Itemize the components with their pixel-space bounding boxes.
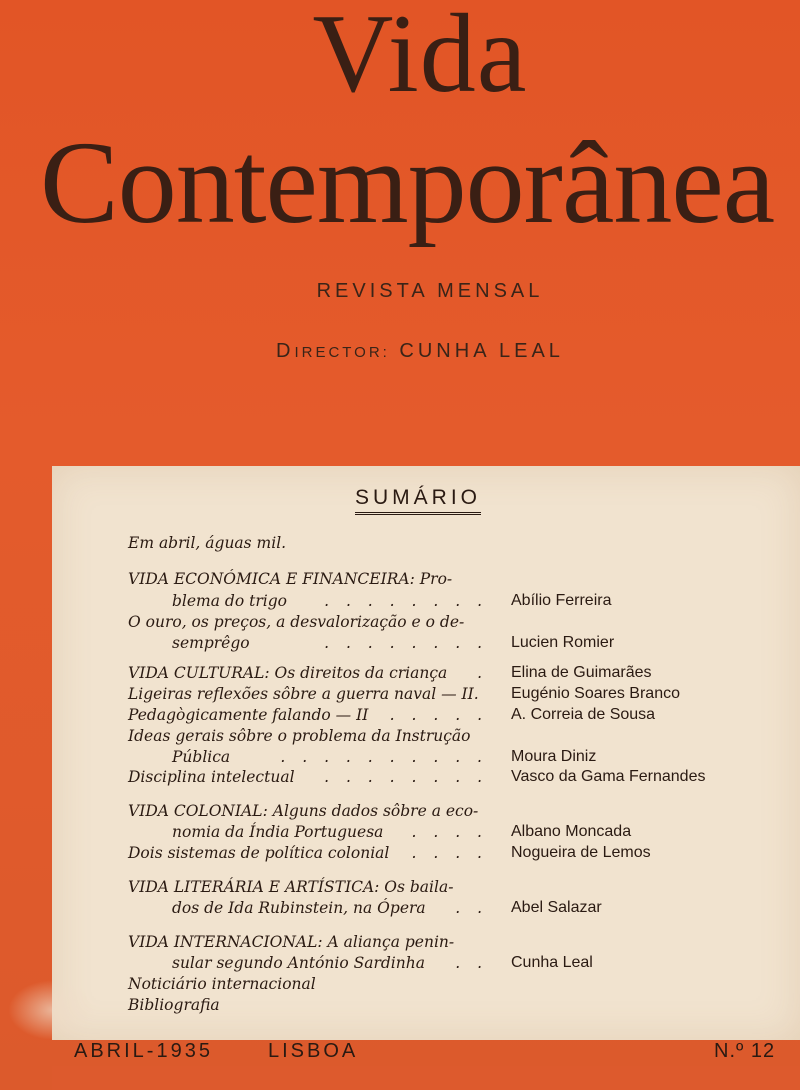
toc-row	[128, 899, 788, 921]
toc-row	[128, 570, 788, 592]
toc-row	[128, 534, 788, 556]
toc-row	[128, 664, 788, 686]
toc-dots: . .	[455, 954, 488, 972]
toc-dots: . . . . . . . .	[324, 634, 488, 652]
toc-title: Bibliografia	[128, 996, 220, 1014]
toc-title: VIDA LITERÁRIA E ARTÍSTICA: Os baila-	[128, 878, 454, 896]
toc-row	[128, 592, 788, 614]
toc-dots: .	[477, 664, 488, 682]
toc-dots: . . . .	[411, 844, 488, 862]
toc-row	[128, 768, 788, 790]
toc-title: Ligeiras reflexões sôbre a guerra naval — II.	[128, 685, 479, 703]
toc-title: blema do trigo	[172, 592, 287, 610]
toc-title: VIDA COLONIAL: Alguns dados sôbre a eco-	[128, 802, 479, 820]
toc-row	[128, 996, 788, 1018]
toc-dots: . . . . .	[389, 706, 488, 724]
toc-title: nomia da Índia Portuguesa	[172, 823, 384, 841]
toc-row	[128, 727, 788, 749]
toc-row	[128, 878, 788, 900]
issue-date: ABRIL-1935	[74, 1040, 213, 1062]
toc-dots: . .	[455, 899, 488, 917]
toc-title: Pública	[172, 748, 231, 766]
director-label: IRECTOR:	[294, 344, 390, 361]
paper-stain	[8, 980, 98, 1040]
toc-author: Nogueira de Lemos	[511, 844, 651, 861]
toc-title: dos de Ida Rubinstein, na Ópera	[172, 899, 426, 917]
toc-title: VIDA CULTURAL: Os direitos da criança	[128, 664, 448, 682]
bottom-band	[52, 1066, 800, 1090]
toc-title: O ouro, os preços, a desvalorização e o de-	[128, 613, 465, 631]
director-name: CUNHA LEAL	[399, 340, 564, 362]
toc-row	[128, 933, 788, 955]
toc-title: semprêgo	[172, 634, 250, 652]
toc-title: Disciplina intelectual	[128, 768, 295, 786]
toc-row	[128, 748, 788, 770]
toc-title: Noticiário internacional	[128, 975, 316, 993]
toc-author: Lucien Romier	[511, 634, 615, 651]
toc-author: Abílio Ferreira	[511, 592, 612, 609]
toc-row	[128, 954, 788, 976]
toc-title: Dois sistemas de política colonial	[128, 844, 390, 862]
toc-dots: . . . . . . . . . .	[280, 748, 488, 766]
toc-title: VIDA ECONÓMICA E FINANCEIRA: Pro-	[128, 570, 453, 588]
toc-row	[128, 802, 788, 824]
toc-row	[128, 706, 788, 728]
toc-author: Moura Diniz	[511, 748, 597, 765]
toc-author: Elina de Guimarães	[511, 664, 652, 681]
toc-author: A. Correia de Sousa	[511, 706, 656, 723]
toc-dots: . . . .	[411, 823, 488, 841]
title-line-2: Contemporânea	[40, 118, 775, 248]
toc-dots: . . . . . . . .	[324, 768, 488, 786]
toc-author: Abel Salazar	[511, 899, 602, 916]
toc-row	[128, 613, 788, 635]
toc-row	[128, 685, 788, 707]
toc-dots: . . . . . . . .	[324, 592, 488, 610]
toc-author: Vasco da Gama Fernandes	[511, 768, 706, 785]
toc-author: Cunha Leal	[511, 954, 593, 971]
toc-row	[128, 975, 788, 997]
director-line	[276, 340, 564, 363]
toc-row	[128, 844, 788, 866]
toc-title: Ideas gerais sôbre o problema da Instrução	[128, 727, 471, 745]
toc-row	[128, 823, 788, 845]
issue-city: LISBOA	[268, 1040, 359, 1062]
title-line-1: Vida	[312, 0, 528, 116]
summary-heading: SUMÁRIO	[355, 486, 481, 515]
issue-number: N.º 12	[714, 1040, 776, 1062]
subtitle: REVISTA MENSAL	[316, 280, 544, 302]
toc-title: VIDA INTERNACIONAL: A aliança penin-	[128, 933, 455, 951]
toc-author: Albano Moncada	[511, 823, 632, 840]
director-label-initial: D	[276, 340, 295, 362]
toc-row	[128, 634, 788, 656]
toc-title: Pedagògicamente falando — II	[128, 706, 369, 724]
toc-author: Eugénio Soares Branco	[511, 685, 680, 702]
toc-title: sular segundo António Sardinha	[172, 954, 425, 972]
toc-title: Em abril, águas mil.	[128, 534, 287, 552]
